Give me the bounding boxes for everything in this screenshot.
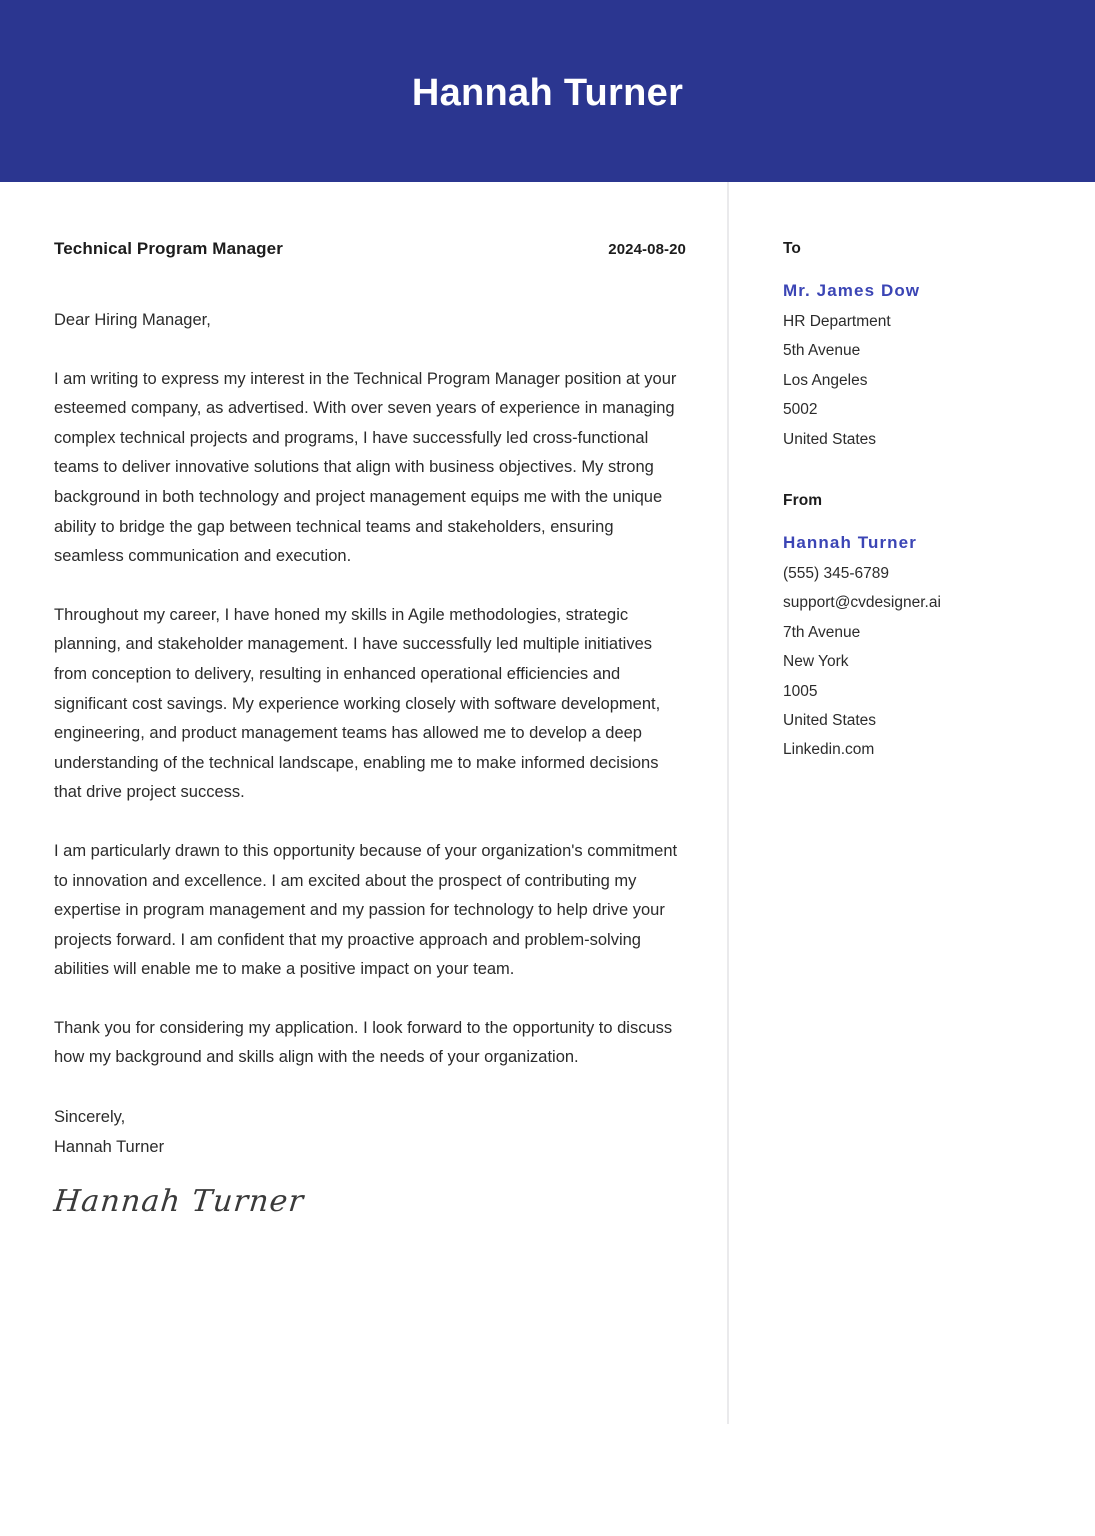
- address-line: HR Department: [783, 313, 891, 330]
- address-column: [783, 182, 1053, 765]
- letter-column: [54, 182, 686, 1222]
- address-line: United States: [783, 430, 877, 448]
- salutation: Dear Hiring Manager,: [54, 311, 211, 329]
- signature: Hannah Turner: [52, 1184, 307, 1220]
- letter-paragraph-3: I am particularly drawn to this opportunity because of your organization's commitment to innovation and excellence. I am excited about the prospect of contributing my expertise in program management and my passion for technology to help drive your projects forward. I am confident that my proactive approach and problem-solving abilities will enable me to make a positive impact on your team.: [54, 841, 678, 979]
- letter-paragraph-4: Thank you for considering my application. I look forward to the opportunity to discuss how my background and skills align with the needs of your organization.: [54, 1018, 673, 1067]
- address-line: 5002: [783, 401, 818, 419]
- sender-website: Linkedin.com: [783, 741, 875, 759]
- address-line: 5th Avenue: [783, 342, 861, 360]
- sender-address: [783, 559, 1053, 765]
- document-body: [0, 182, 1095, 1536]
- address-line: New York: [783, 653, 849, 671]
- closing-block: [54, 1103, 686, 1162]
- address-line: Los Angeles: [783, 371, 868, 389]
- letter-paragraph-2: Throughout my career, I have honed my skills in Agile methodologies, strategic planning, and stakeholder management. I have successfully led multiple initiatives from conception to delivery, resulting in enhanced operational efficiencies and significant cost savings. My experience working closely with software development, engineering, and product management teams has allowed me to develop a deep understanding of the technical landscape, enabling me to make informed decisions that drive project success.: [54, 605, 661, 802]
- address-line: United States: [783, 712, 877, 730]
- closing-word: Sincerely,: [54, 1108, 126, 1127]
- to-heading: To: [783, 240, 801, 257]
- header-band: [0, 0, 1095, 182]
- address-line: 1005: [783, 682, 818, 700]
- closing-name: Hannah Turner: [54, 1137, 165, 1156]
- sender-name: Hannah Turner: [783, 533, 917, 553]
- sender-email: support@cvdesigner.ai: [783, 594, 941, 612]
- job-title: Technical Program Manager: [54, 239, 283, 258]
- recipient-name: Mr. James Dow: [783, 281, 921, 300]
- letter-meta-row: [54, 239, 686, 259]
- letter-date: 2024-08-20: [608, 241, 686, 258]
- page-title: Hannah Turner: [411, 72, 684, 114]
- column-divider: [727, 182, 729, 1424]
- letter-paragraph-1: I am writing to express my interest in the Technical Program Manager position at your esteemed company, as advertised. With over seven years of experience in managing complex technical projects and programs, I have successfully led cross-functional teams to deliver innovative solutions that align with business objectives. My strong background in both technology and project management equips me with the unique ability to bridge the gap between technical teams and stakeholders, ensuring seamless communication and execution.: [54, 369, 677, 566]
- from-heading: From: [783, 492, 823, 510]
- sender-phone: (555) 345-6789: [783, 565, 889, 583]
- recipient-address: [783, 307, 1053, 454]
- address-line: 7th Avenue: [783, 623, 861, 641]
